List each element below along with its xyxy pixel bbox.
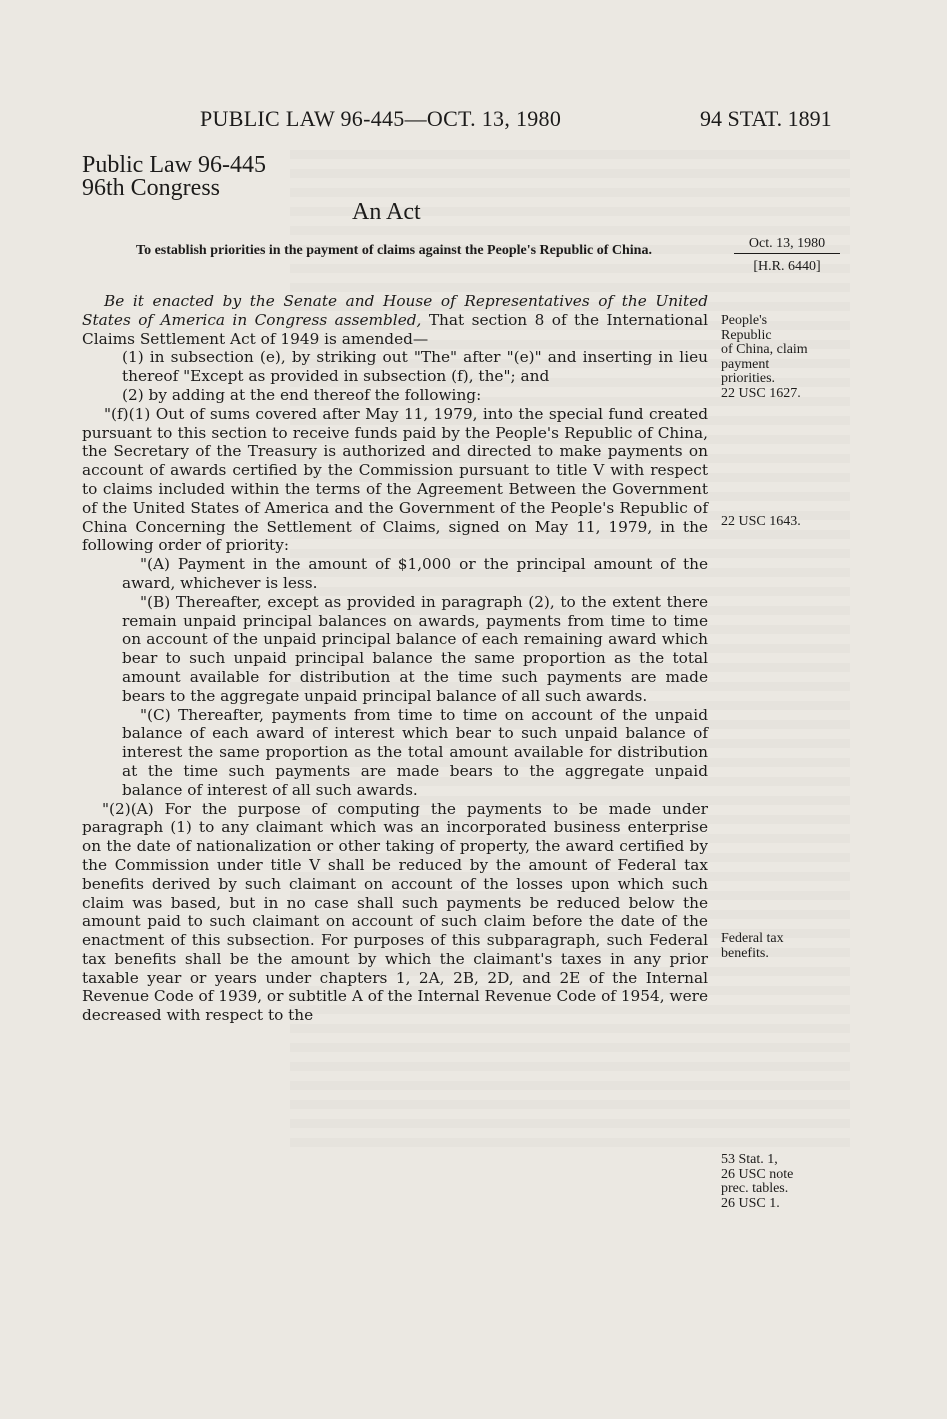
margin-line: 22 USC 1627. [721,385,801,401]
margin-line: benefits. [721,945,769,961]
margin-date: Oct. 13, 1980 [734,236,840,254]
purpose-statement: To establish priorities in the payment of claims against the People's Republic of China. [136,243,652,258]
margin-line: Federal tax [721,931,784,946]
priority-c: "(C) Thereafter, payments from time to time on account of the unpaid balance of each award of interest which bear to such unpaid balance of interest the same proportion as the total amount available for distribution at the time such payments are made bears to the aggregate unpaid balance of interest of all such awards. [122,705,708,799]
margin-line: 22 USC 1643. [721,514,801,529]
running-head: PUBLIC LAW 96-445—OCT. 13, 1980 [200,106,562,131]
margin-line: of China, claim [721,342,808,357]
subsection-f1: "(f)(1) Out of sums covered after May 11, 1979, into the special fund created pursuant to this section to receive funds paid by the People's Republic of China, the Secretary of the Treasury is authorized and directed to make payments on account of awards certified by the Commission pursuant to title V with respect to claims included within the terms of the Agreement Between the Government of the United States of America and the Government of the People's Republic of China Concerning the Settlement of Claims, signed on May 11, 1979, in the following order of priority: [82,404,708,555]
margin-line: 26 USC 1. [721,1195,780,1211]
margin-line: 26 USC note [721,1166,794,1182]
priority-a: "(A) Payment in the amount of $1,000 or the principal amount of the award, whichever is less. [122,555,708,592]
amendment-item-2: (2) by adding at the end thereof the following: [122,385,482,404]
margin-bill-number: [H.R. 6440] [753,259,821,274]
congress-number: 96th Congress [82,175,220,201]
act-title: An Act [352,199,421,225]
amendment-item-1: (1) in subsection (e), by striking out "The" after "(e)" and inserting in lieu thereof "Except as provided in subsection (f), the"; and [122,348,708,386]
margin-note-usc-1643 [721,515,801,530]
law-number: Public Law 96-445 [82,152,266,178]
statute-body [82,292,708,1025]
margin-line: prec. tables. [721,1181,789,1196]
enacting-rest: That section 8 of the International Claims Settlement Act of 1949 is amended— [82,310,708,348]
margin-line: Republic [721,327,772,343]
margin-line: priorities. [721,371,776,386]
enacting-clause [82,292,708,348]
margin-note-stat [721,1153,793,1211]
subsection-f2: "(2)(A) For the purpose of computing the payments to be made under paragraph (1) to any claimant which was an incorporated business enterprise on the date of nationalization or other taking of property, the award certified by the Commission under title V shall be reduced by the amount of Federal tax benefits derived by such claimant on account of the losses upon which such claim was based, but in no case shall such payments be reduced below the amount paid to such claimant on account of such claim before the date of the enactment of this subsection. For purposes of this subparagraph, such Federal tax benefits shall be the amount by which the claimant's taxes in any prior taxable year or years under chapters 1, 2A, 2B, 2D, and 2E of the Internal Revenue Code of 1939, or subtitle A of the Internal Revenue Code of 1954, were decreased with respect to the [82,799,708,1025]
margin-note-china [721,314,808,401]
enacting-italic: Be it enacted by the Senate and House of Representatives of the United States of America in Congress assembled, [82,292,708,329]
margin-line: People's [721,313,768,328]
margin-line: payment [721,356,770,372]
statute-reference: 94 STAT. 1891 [700,106,832,131]
priority-b: "(B) Thereafter, except as provided in paragraph (2), to the extent there remain unpaid principal balances on awards, payments from time to time on account of the unpaid principal balance of each remaining award which bear to such unpaid principal balance the same proportion as the total amount available for distribution at the time such payments are made bears to the aggregate unpaid principal balance of all such awards. [122,592,708,705]
margin-note-tax [721,932,784,961]
margin-line: 53 Stat. 1, [721,1152,778,1167]
